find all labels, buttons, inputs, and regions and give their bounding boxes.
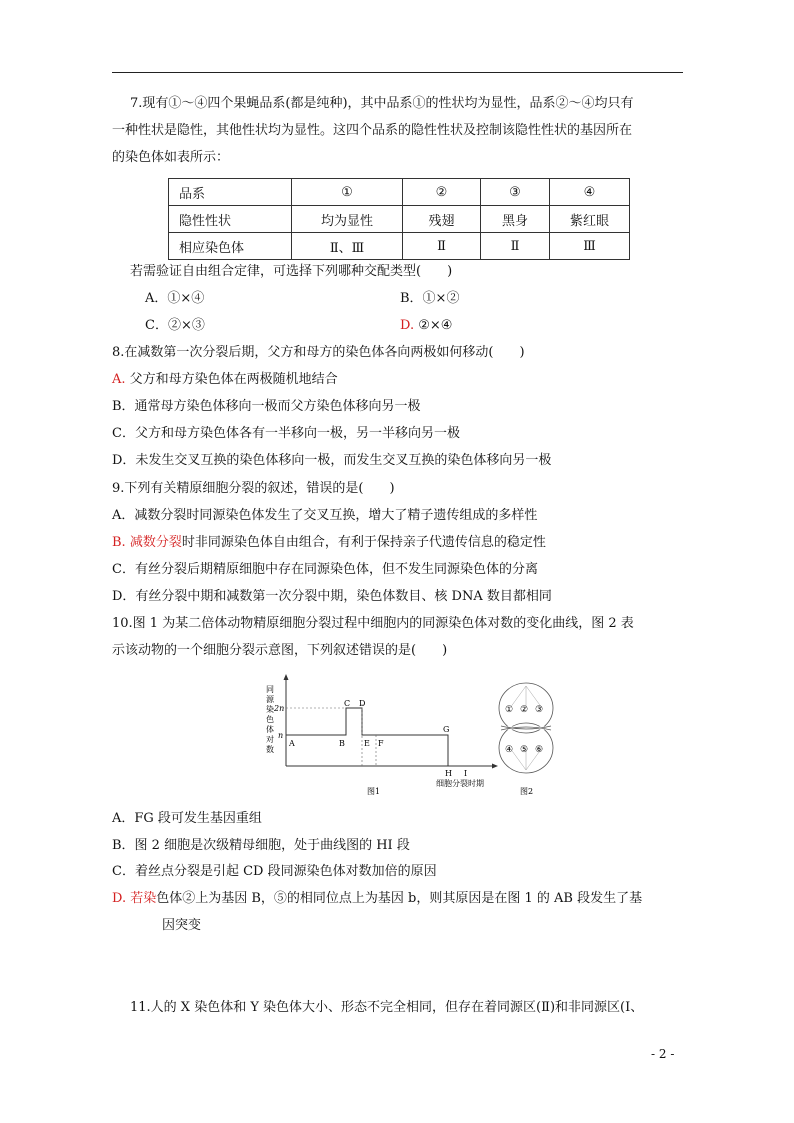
y-axis-label-char: 数 <box>266 745 274 754</box>
point-label: G <box>443 725 450 734</box>
figure1-caption: 图1 <box>367 787 381 796</box>
chromosome-label: ③ <box>535 705 544 715</box>
table-cell: 相应染色体 <box>169 233 292 260</box>
table-cell: Ⅱ <box>403 233 481 260</box>
table-cell: Ⅲ <box>550 233 630 260</box>
q10-line1: 10.图 1 为某二倍体动物精原细胞分裂过程中细胞内的同源染色体对数的变化曲线，图 2 表 <box>112 616 634 631</box>
answer-mark: B. 减数分裂 <box>112 535 182 550</box>
q10-option-d <box>112 889 692 909</box>
point-label: C <box>344 699 351 708</box>
answer-mark: D. <box>400 318 415 333</box>
table-cell: 残翅 <box>403 206 481 233</box>
table-cell: 品系 <box>169 179 292 206</box>
y-tick-2n: 2n <box>274 704 285 713</box>
point-label: A <box>289 739 295 748</box>
y-axis-label-char: 源 <box>266 695 274 704</box>
x-axis-arrow <box>492 764 498 769</box>
point-label: F <box>378 739 384 748</box>
q8-option-a <box>112 370 692 390</box>
x-axis-label: 细胞分裂时期 <box>436 779 484 788</box>
q7-option-b: B．①×② <box>400 291 460 306</box>
table-cell: 紫红眼 <box>550 206 630 233</box>
table-row <box>169 179 630 206</box>
option-text: 时非同源染色体自由组合，有利于保持亲子代遗传信息的稳定性 <box>181 535 546 550</box>
table-cell: 隐性性状 <box>169 206 292 233</box>
point-label: E <box>364 739 370 748</box>
option-text: 父方和母方染色体在两极随机地结合 <box>125 372 338 387</box>
q9-stem: 9.下列有关精原细胞分裂的叙述，错误的是( ) <box>112 481 395 496</box>
q8-stem: 8.在减数第一次分裂后期，父方和母方的染色体各向两极如何移动( ) <box>112 345 525 360</box>
figure2-caption: 图2 <box>520 787 534 796</box>
q7-option-c: C．②×③ <box>145 318 205 333</box>
header-rule <box>112 72 683 73</box>
table-cell: ① <box>292 179 403 206</box>
q9-option-a: A．减数分裂时同源染色体发生了交叉互换，增大了精子遗传组成的多样性 <box>112 508 538 523</box>
chromosome-label: ⑥ <box>535 745 544 755</box>
curve <box>286 708 448 766</box>
answer-mark: D. 若染 <box>112 891 157 906</box>
point-label: I <box>464 769 468 778</box>
table-row <box>169 233 630 260</box>
q8-option-d: D．未发生交叉互换的染色体移向一极，而发生交叉互换的染色体移向另一极 <box>112 453 552 468</box>
y-axis-arrow <box>284 674 289 680</box>
q7-line3: 的染色体如表所示： <box>112 150 230 165</box>
chromosome-label: ② <box>520 705 529 715</box>
table-cell: Ⅱ、Ⅲ <box>292 233 403 260</box>
q10-option-d-cont: 因突变 <box>162 918 202 933</box>
table-cell: ④ <box>550 179 630 206</box>
table-row <box>169 206 630 233</box>
q7-line1: 7.现有①～④四个果蝇品系(都是纯种)，其中品系①的性状均为显性，品系②～④均只有 <box>130 96 634 111</box>
q9-option-b <box>112 533 692 553</box>
y-axis-label-char: 色 <box>266 715 274 724</box>
table-cell: 均为显性 <box>292 206 403 233</box>
table-cell: ② <box>403 179 481 206</box>
page-number: - 2 - <box>651 1047 675 1061</box>
q10-option-c: C．着丝点分裂是引起 CD 段同源染色体对数加倍的原因 <box>112 864 437 879</box>
y-axis-label-char: 染 <box>266 705 274 714</box>
q7-table <box>168 178 630 260</box>
point-label: B <box>339 739 345 748</box>
point-label: D <box>359 699 366 708</box>
table-cell: Ⅱ <box>481 233 550 260</box>
chromosome-label: ④ <box>505 745 514 755</box>
answer-mark: A. <box>112 372 126 387</box>
q10-figure <box>252 670 562 800</box>
y-axis-label-char: 对 <box>266 735 274 744</box>
q11-line1: 11.人的 X 染色体和 Y 染色体大小、形态不完全相同，但存在着同源区(Ⅱ)和非同源区(Ⅰ、 <box>130 1000 644 1015</box>
option-text: 色体②上为基因 B，⑤的相同位点上为基因 b，则其原因是在图 1 的 AB 段发生了基 <box>156 891 643 906</box>
option-text: ②×④ <box>414 318 453 333</box>
table-cell: 黑身 <box>481 206 550 233</box>
y-axis-label-char: 同 <box>266 685 274 694</box>
q9-option-d: D．有丝分裂中期和减数第一次分裂中期，染色体数目、核 DNA 数目都相同 <box>112 589 552 604</box>
y-tick-n: n <box>278 731 284 740</box>
q7-line2: 一种性状是隐性，其他性状均为显性。这四个品系的隐性性状及控制该隐性性状的基因所在 <box>112 123 633 138</box>
q7-option-a: A．①×④ <box>145 291 205 306</box>
y-axis-label-char: 体 <box>266 725 274 734</box>
q8-option-b: B．通常母方染色体移向一极而父方染色体移向另一极 <box>112 399 421 414</box>
chromosome-label: ⑤ <box>520 745 529 755</box>
chromosome-label: ① <box>505 705 514 715</box>
point-label: H <box>445 769 452 778</box>
q10-option-a: A．FG 段可发生基因重组 <box>112 811 262 826</box>
table-cell: ③ <box>481 179 550 206</box>
q7-question: 若需验证自由组合定律，可选择下列哪种交配类型( ) <box>130 264 453 279</box>
q9-option-c: C．有丝分裂后期精原细胞中存在同源染色体，但不发生同源染色体的分离 <box>112 562 538 577</box>
q7-option-d <box>400 316 452 336</box>
q8-option-c: C．父方和母方染色体各有一半移向一极，另一半移向另一极 <box>112 426 460 441</box>
q10-line2: 示该动物的一个细胞分裂示意图，下列叙述错误的是( ) <box>112 643 448 658</box>
q10-option-b: B．图 2 细胞是次级精母细胞，处于曲线图的 HI 段 <box>112 838 410 853</box>
